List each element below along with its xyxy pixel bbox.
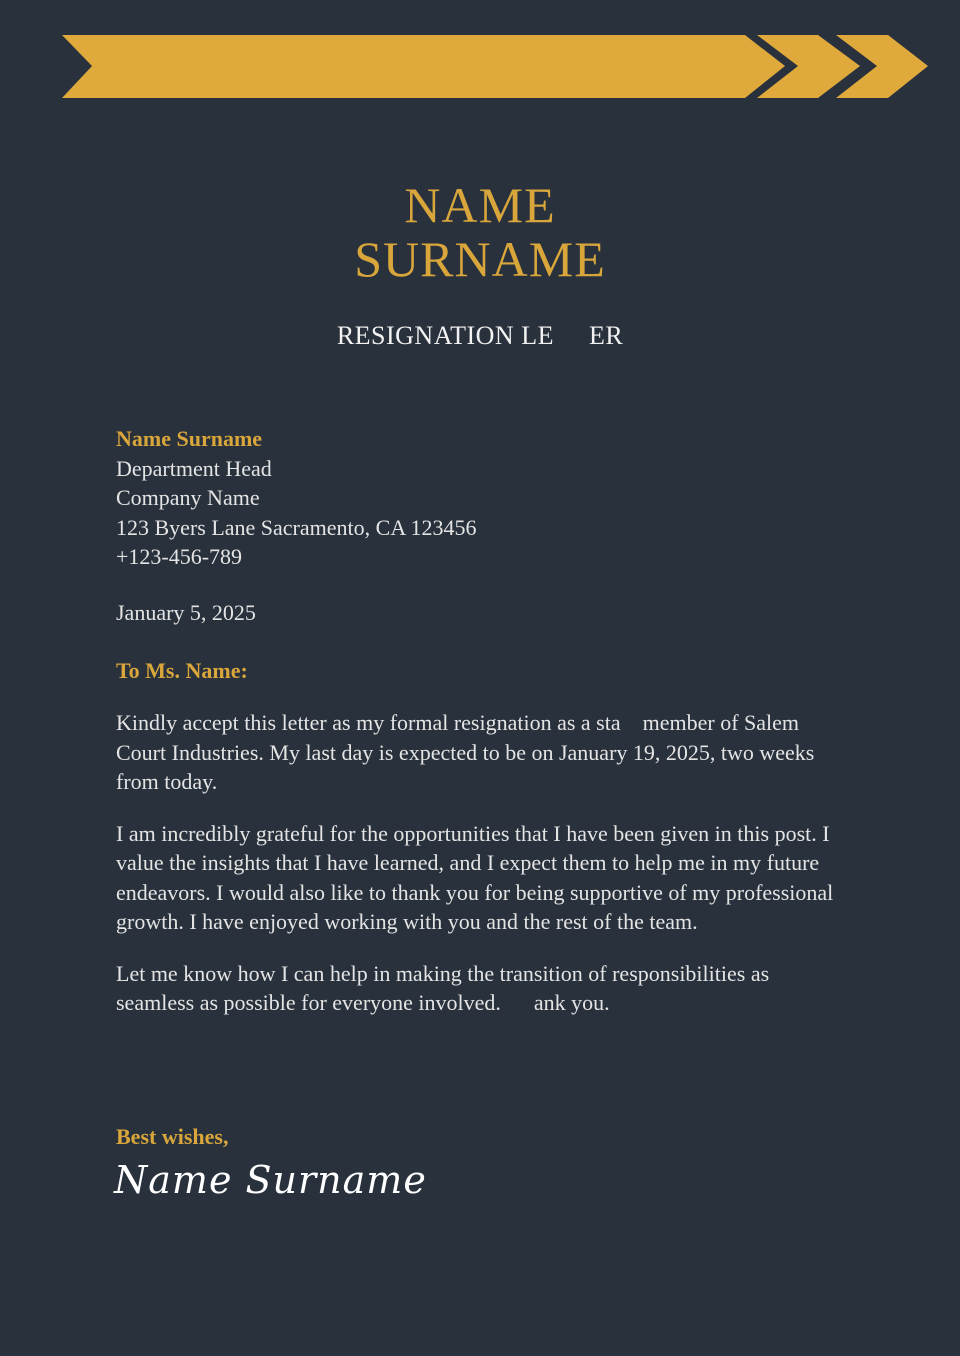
banner-bar xyxy=(62,35,785,98)
recipient-block xyxy=(116,424,846,572)
document-title: RESIGNATION LE ER xyxy=(336,321,624,350)
signature: Name Surname xyxy=(114,1158,427,1202)
recipient-phone: +123-456-789 xyxy=(116,544,243,569)
letter-date: January 5, 2025 xyxy=(116,600,256,625)
author-name-heading xyxy=(0,178,960,286)
author-first-name: NAME xyxy=(404,177,556,233)
recipient-name: Name Surname xyxy=(116,426,263,451)
decorative-arrow-banner xyxy=(0,0,960,130)
letter-body xyxy=(116,708,846,1040)
closing: Best wishes, xyxy=(116,1124,229,1149)
body-paragraph: Kindly accept this letter as my formal resignation as a sta member of Salem Court Industries. My last day is expected to be on January 19, 2025, two weeks from today. xyxy=(116,710,820,794)
salutation: To Ms. Name: xyxy=(116,658,248,683)
recipient-address: 123 Byers Lane Sacramento, CA 123456 xyxy=(116,514,477,540)
body-paragraph: I am incredibly grateful for the opportunities that I have been given in this post. I value the insights that I have learned, and I expect them to help me in my future endeavors. I would also like to thank you for being supportive of my professional growth. I have enjoyed working with you and the rest of the team. xyxy=(116,820,839,934)
recipient-company: Company Name xyxy=(116,485,260,510)
author-surname: SURNAME xyxy=(354,231,606,287)
recipient-title: Department Head xyxy=(116,455,272,481)
body-paragraph: Let me know how I can help in making the transition of responsibilities as seamless as possible for everyone involved. ank you. xyxy=(116,960,775,1015)
